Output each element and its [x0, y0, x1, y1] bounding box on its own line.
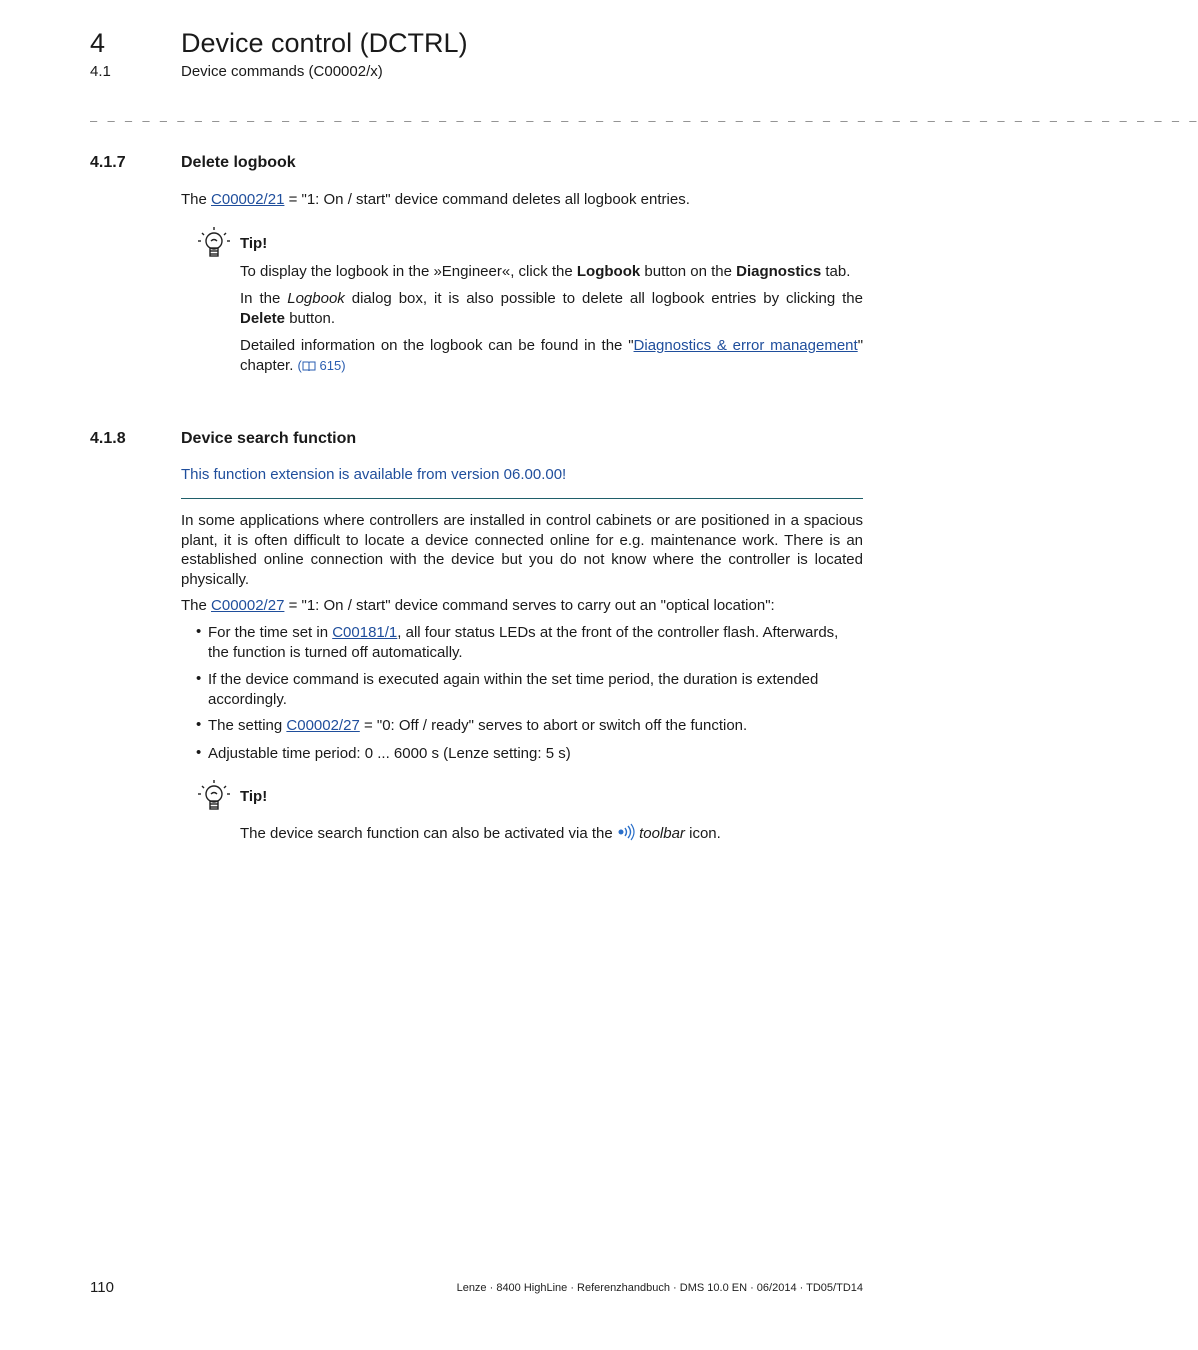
bullet-icon: • — [196, 670, 202, 687]
chapter-link[interactable]: Diagnostics & error management — [633, 337, 858, 354]
chapter-title: Device control (DCTRL) — [181, 28, 468, 58]
subsection-number: 4.1.8 — [90, 430, 126, 447]
paragraph: In some applications where controllers are installed in control cabinets or are positioned in a spacious plant, it is often difficult to locate a device connected online for e.g. maintenance work. There is an established online connection with the device but you do not know where the controller is located physically. — [181, 512, 863, 588]
lightbulb-tip-icon — [196, 778, 232, 814]
page-reference-link[interactable]: ( 615) — [298, 358, 346, 373]
lightbulb-tip-icon — [196, 225, 232, 261]
device-search-icon — [617, 824, 635, 846]
subsection-number: 4.1.7 — [90, 154, 126, 171]
param-link[interactable]: C00002/27 — [211, 597, 285, 614]
footer-doc-info: Lenze · 8400 HighLine · Referenzhandbuch · DMS 10.0 EN · 06/2014 · TD05/TD14 — [456, 1282, 863, 1294]
bullet-icon: • — [196, 716, 202, 733]
tip-label: Tip! — [240, 788, 268, 805]
tip-label: Tip! — [240, 235, 268, 252]
list-item: The setting C00002/27 = "0: Off / ready" serves to abort or switch off the function. — [208, 717, 748, 734]
subsection-title: Delete logbook — [181, 154, 296, 171]
book-icon — [302, 358, 316, 378]
bullet-icon: • — [196, 744, 202, 761]
page-number: 110 — [90, 1279, 114, 1296]
chapter-number: 4 — [90, 28, 106, 58]
param-link[interactable]: C00002/27 — [286, 717, 360, 734]
divider — [181, 498, 863, 499]
bullet-icon: • — [196, 623, 202, 640]
tip-text: In the Logbook dialog box, it is also possible to delete all logbook entries by clicking the Delete button. — [240, 290, 863, 327]
section-title: Device commands (C00002/x) — [181, 63, 383, 80]
tip-text: To display the logbook in the »Engineer«, click the Logbook button on the Diagnostics tab. — [240, 263, 851, 280]
param-link[interactable]: C00002/21 — [211, 191, 285, 208]
header-divider: _ _ _ _ _ _ _ _ _ _ _ _ _ _ _ _ _ _ _ _ _ _ _ _ _ _ _ _ _ _ _ _ _ _ _ _ _ _ _ _ _ _ _ _ _ _ _ _ _ _ _ _ _ _ _ _ _ _ _ _ _ _ _ _ — [90, 108, 1198, 122]
param-link[interactable]: C00181/1 — [332, 624, 398, 641]
section-number: 4.1 — [90, 63, 111, 80]
list-item: For the time set in C00181/1, all four status LEDs at the front of the controller flash. Afterwards, the function is turned off automatically. — [208, 624, 839, 661]
tip-text: The device search function can also be activated via the toolbar icon. — [240, 824, 863, 846]
paragraph: The C00002/27 = "1: On / start" device command serves to carry out an "optical location": — [181, 597, 775, 614]
paragraph: The C00002/21 = "1: On / start" device command deletes all logbook entries. — [181, 191, 690, 208]
tip-text: Detailed information on the logbook can be found in the "Diagnostics & error management" chapter. ( 615) — [240, 336, 863, 377]
list-item: If the device command is executed again within the set time period, the duration is extended accordingly. — [208, 671, 819, 708]
version-note: This function extension is available from version 06.00.00! — [181, 466, 567, 483]
list-item: Adjustable time period: 0 ... 6000 s (Lenze setting: 5 s) — [208, 745, 571, 762]
subsection-title: Device search function — [181, 430, 357, 447]
